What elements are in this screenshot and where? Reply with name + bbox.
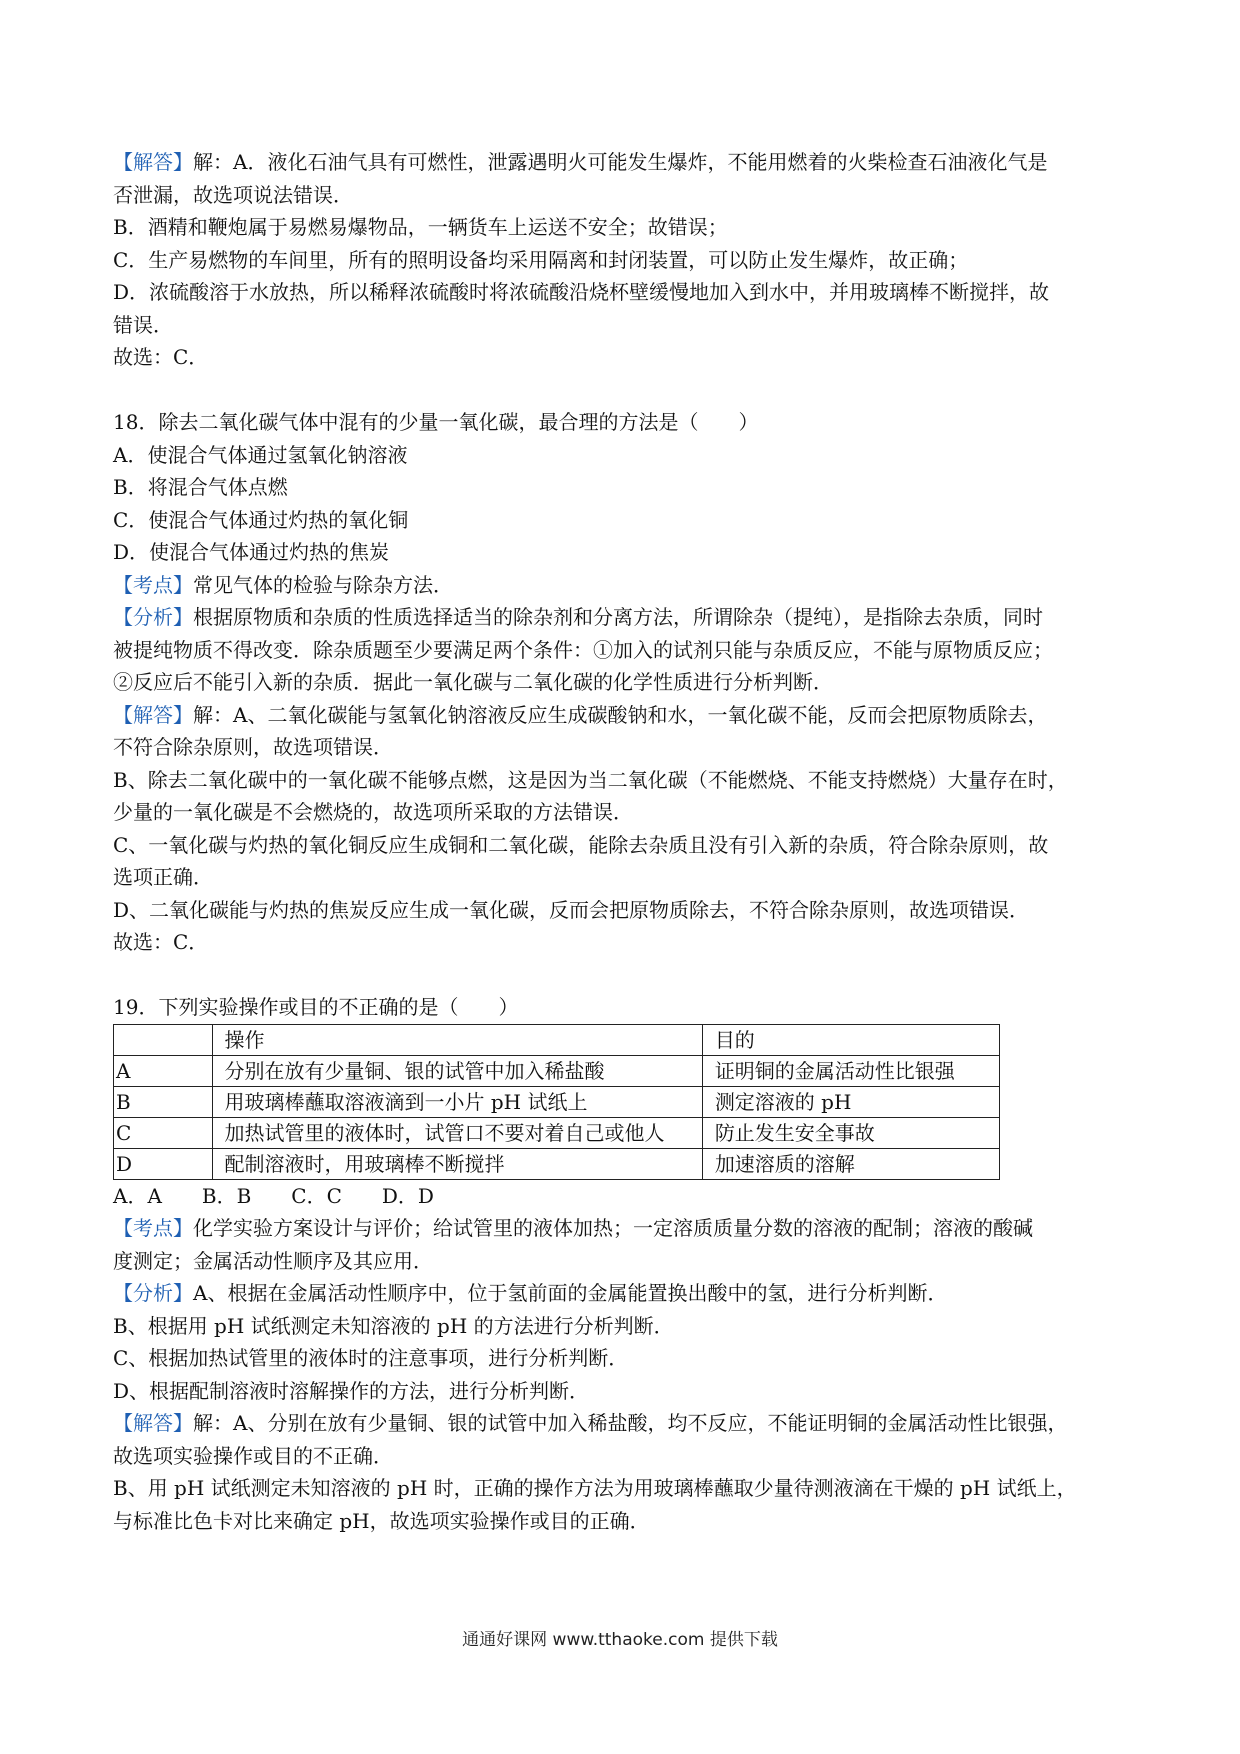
q19-choices: A．A B．B C．C D．D <box>113 1183 434 1208</box>
table-header-cell: 目的 <box>702 1024 999 1055</box>
table-row <box>114 1148 1000 1179</box>
table-row <box>114 1055 1000 1086</box>
table-cell: 测定溶液的 pH <box>702 1086 999 1117</box>
table-cell: 配制溶液时，用玻璃棒不断搅拌 <box>212 1148 702 1179</box>
q17-answer-line-2: 否泄漏，故选项说法错误． <box>113 182 353 207</box>
table-row <box>114 1117 1000 1148</box>
q18-option-d: D．使混合气体通过灼热的焦炭 <box>113 540 390 564</box>
q17-answer-line-4: C．生产易燃物的车间里，所有的照明设备均采用隔离和封闭装置，可以防止发生爆炸，故正确； <box>113 247 969 272</box>
q17-answer-line-3: B．酒精和鞭炮属于易燃易爆物品，一辆货车上运送不安全；故错误； <box>113 215 728 239</box>
q18-jieda-line-2: 不符合除杂原则，故选项错误． <box>113 735 393 759</box>
q19-kaodian-line-1: 【考点】化学实验方案设计与评价；给试管里的液体加热；一定溶质质量分数的溶液的配制；溶液的酸碱 <box>113 1216 1033 1240</box>
spacer <box>113 374 1133 407</box>
table-header-row <box>114 1024 1000 1055</box>
spacer <box>113 959 1133 992</box>
q17-answer-line-1: 【解答】解：A．液化石油气具有可燃性，泄露遇明火可能发生爆炸，不能用燃着的火柴检查石油液化气是 <box>113 150 1048 174</box>
answer-tag: 【解答】 <box>113 150 193 174</box>
q19-fenxi-line-4: D、根据配制溶液时溶解操作的方法，进行分析判断． <box>113 1378 590 1403</box>
table-cell: C <box>114 1117 213 1148</box>
fenxi-tag: 【分析】 <box>113 605 193 629</box>
q19-stem: 19．下列实验操作或目的不正确的是（ ） <box>113 995 519 1019</box>
q18-fenxi-line-2: 被提纯物质不得改变．除杂质题至少要满足两个条件：①加入的试剂只能与杂质反应，不能与原物质反应； <box>113 637 1053 662</box>
table-cell: 防止发生安全事故 <box>702 1117 999 1148</box>
table-row <box>114 1086 1000 1117</box>
q19-table <box>113 1024 1000 1180</box>
q18-fenxi-line-3: ②反应后不能引入新的杂质．据此一氧化碳与二氧化碳的化学性质进行分析判断． <box>113 670 833 694</box>
fenxi-tag: 【分析】 <box>113 1281 193 1305</box>
table-cell: 加速溶质的溶解 <box>702 1148 999 1179</box>
q18-jieda-line-8: 故选：C． <box>113 930 209 954</box>
page-footer: 通通好课网 www.tthaoke.com 提供下载 <box>462 1630 778 1650</box>
q19-fenxi-line-1: 【分析】A、根据在金属活动性顺序中，位于氢前面的金属能置换出酸中的氢，进行分析判断． <box>113 1281 948 1305</box>
q18-jieda-line-3: B、除去二氧化碳中的一氧化碳不能够点燃，这是因为当二氧化碳（不能燃烧、不能支持燃烧）大量存在时， <box>113 767 1068 792</box>
q18-jieda-line-1: 【解答】解：A、二氧化碳能与氢氧化钠溶液反应生成碳酸钠和水，一氧化碳不能，反而会把原物质除去， <box>113 702 1048 727</box>
q19-jieda-line-3: B、用 pH 试纸测定未知溶液的 pH 时，正确的操作方法为用玻璃棒蘸取少量待测液滴在干燥的 pH 试纸上， <box>113 1476 1077 1500</box>
q18-jieda-line-7: D、二氧化碳能与灼热的焦炭反应生成一氧化碳，反而会把原物质除去，不符合除杂原则，故选项错误． <box>113 897 1030 922</box>
kaodian-tag: 【考点】 <box>113 572 193 597</box>
q18-option-c: C．使混合气体通过灼热的氧化铜 <box>113 507 409 532</box>
table-cell: 用玻璃棒蘸取溶液滴到一小片 pH 试纸上 <box>212 1086 702 1117</box>
q18-option-a: A．使混合气体通过氢氧化钠溶液 <box>113 442 408 467</box>
page-content <box>113 146 1133 1537</box>
q18-jieda-line-5: C、一氧化碳与灼热的氧化铜反应生成铜和二氧化碳，能除去杂质且没有引入新的杂质，符合除杂原则，故 <box>113 832 1049 857</box>
jieda-tag: 【解答】 <box>113 1411 193 1435</box>
q17-answer-line-7: 故选：C． <box>113 345 209 369</box>
q19-fenxi-line-3: C、根据加热试管里的液体时的注意事项，进行分析判断． <box>113 1346 629 1370</box>
q18-jieda-line-4: 少量的一氧化碳是不会燃烧的，故选项所采取的方法错误． <box>113 800 633 824</box>
q18-jieda-line-6: 选项正确． <box>113 865 213 889</box>
q19-jieda-line-2: 故选项实验操作或目的不正确． <box>113 1443 393 1468</box>
q19-fenxi-line-2: B、根据用 pH 试纸测定未知溶液的 pH 的方法进行分析判断． <box>113 1313 674 1338</box>
table-cell: 证明铜的金属活动性比银强 <box>702 1055 999 1086</box>
kaodian-tag: 【考点】 <box>113 1216 193 1240</box>
q17-answer-line-6: 错误． <box>113 312 173 337</box>
q17-answer-line-5: D．浓硫酸溶于水放热，所以稀释浓硫酸时将浓硫酸沿烧杯壁缓慢地加入到水中，并用玻璃棒不断搅拌，故 <box>113 280 1050 304</box>
q19-kaodian-line-2: 度测定；金属活动性顺序及其应用． <box>113 1248 433 1273</box>
table-cell: A <box>114 1055 213 1086</box>
q18-option-b: B．将混合气体点燃 <box>113 475 288 499</box>
table-cell: 分别在放有少量铜、银的试管中加入稀盐酸 <box>212 1055 702 1086</box>
q18-stem: 18．除去二氧化碳气体中混有的少量一氧化碳，最合理的方法是（ ） <box>113 410 759 434</box>
q19-jieda-line-4: 与标准比色卡对比来确定 pH，故选项实验操作或目的正确． <box>113 1508 650 1533</box>
jieda-tag: 【解答】 <box>113 702 193 727</box>
table-cell: B <box>114 1086 213 1117</box>
table-cell: 加热试管里的液体时，试管口不要对着自己或他人 <box>212 1117 702 1148</box>
q18-kaodian: 【考点】常见气体的检验与除杂方法． <box>113 572 453 597</box>
q18-fenxi-line-1: 【分析】根据原物质和杂质的性质选择适当的除杂剂和分离方法，所谓除杂（提纯），是指除去杂质，同时 <box>113 605 1043 629</box>
table-cell: D <box>114 1148 213 1179</box>
table-header-cell <box>114 1024 213 1055</box>
table-header-cell: 操作 <box>212 1024 702 1055</box>
q19-jieda-line-1: 【解答】解：A、分别在放有少量铜、银的试管中加入稀盐酸，均不反应，不能证明铜的金属活动性比银强， <box>113 1411 1068 1435</box>
